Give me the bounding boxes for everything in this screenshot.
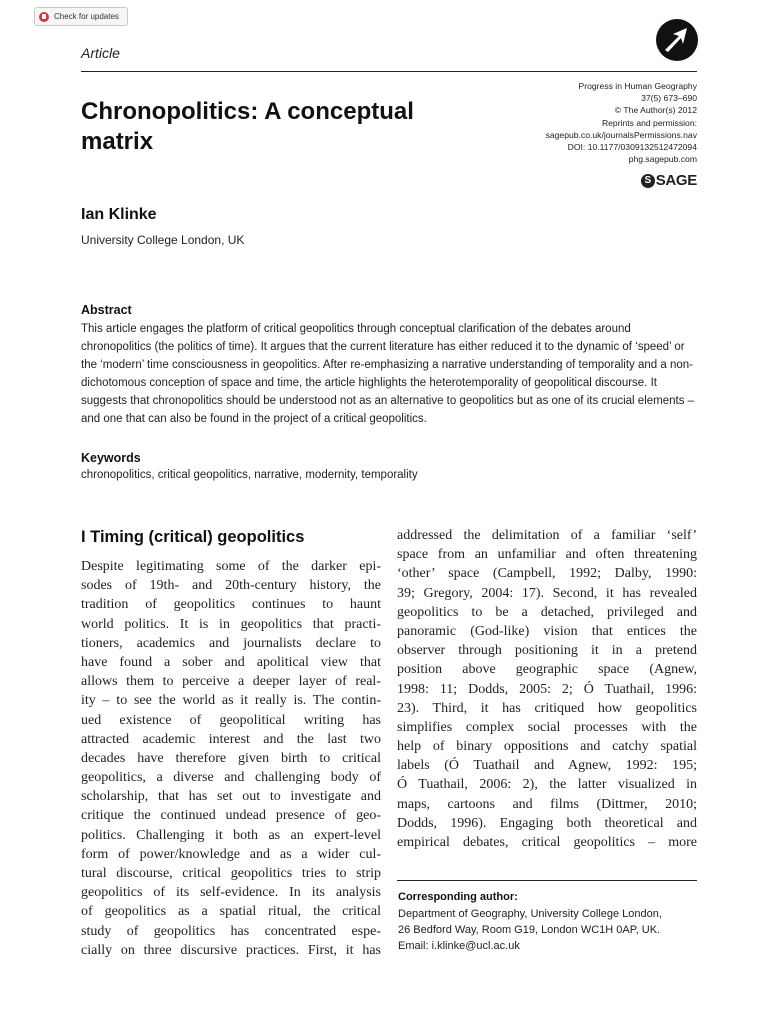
- keywords-heading: Keywords: [81, 451, 141, 465]
- body-line: form of power/knowledge and as a wider cul-: [81, 846, 381, 862]
- body-line: tioners, academics and journalists declare to: [81, 635, 381, 651]
- sage-s-icon: S: [641, 174, 655, 188]
- body-line: geopolitics, a diverse and challenging body of: [81, 770, 381, 786]
- bookmark-icon: [39, 12, 49, 22]
- body-line: ity – to see the world as it really is. The contin-: [81, 693, 381, 709]
- body-line: geopolitics to be a detached, privileged and: [397, 604, 697, 620]
- journal-copyright: © The Author(s) 2012: [614, 105, 697, 116]
- body-line: sodes of 19th- and 20th-century history, the: [81, 578, 381, 594]
- body-line: decades have therefore given birth to critical: [81, 750, 381, 766]
- body-column-left: [81, 557, 381, 960]
- body-line: cially on three discursive practices. First, it has: [81, 942, 381, 958]
- body-line: tradition of geopolitics continues to haunt: [81, 597, 381, 613]
- author-affiliation: University College London, UK: [81, 233, 245, 247]
- author-name: Ian Klinke: [81, 206, 157, 223]
- publisher-name: SAGE: [655, 172, 697, 189]
- body-line: geopolitics of its self-evidence. In its analysis: [81, 885, 381, 901]
- body-line: space from an unfamiliar and often threatening: [397, 547, 697, 563]
- body-line: help of binary oppositions and catchy spatial: [397, 739, 697, 755]
- body-line: critique the continued undead presence of geo-: [81, 808, 381, 824]
- journal-logo-icon: [655, 18, 699, 62]
- journal-info: [546, 80, 697, 165]
- journal-reprints: Reprints and permission:: [601, 117, 697, 128]
- body-line: simplifies complex social processes with the: [397, 719, 697, 735]
- journal-doi[interactable]: DOI: 10.1177/0309132512472094: [567, 142, 697, 153]
- publisher-logo: [641, 172, 697, 189]
- body-line: ued existence of geopolitical writing has: [81, 712, 381, 728]
- body-line: position above geographic space (Agnew,: [397, 662, 697, 678]
- body-line: study of geopolitics has concentrated espe-: [81, 923, 381, 939]
- journal-site-link[interactable]: phg.sagepub.com: [628, 154, 697, 165]
- body-line: have found a sober and apolitical view that: [81, 654, 381, 670]
- body-line: Despite legitimating some of the darker epi-: [81, 559, 381, 574]
- body-line: 1998: 11; Dodds, 2005: 2; Ó Tuathail, 1996:: [397, 681, 697, 697]
- body-line: tural discourse, critical geopolitics tries to strip: [81, 866, 381, 881]
- body-line: attracted academic interest and the last two: [81, 731, 381, 747]
- journal-permissions-link[interactable]: sagepub.co.uk/journalsPermissions.nav: [545, 129, 697, 140]
- section-heading: I Timing (critical) geopolitics: [81, 528, 305, 546]
- body-line: of geopolitics as a spatial ritual, the critical: [81, 904, 381, 920]
- body-line: observer through positioning it in a pretend: [397, 643, 697, 659]
- body-line: world politics. It is in geopolitics that practi-: [81, 616, 381, 632]
- abstract-text: This article engages the platform of critical geopolitics through conceptual clarification of the debates around chronopolitics (the politics of time). It argues that the current literature has either reduced it to the dynamic of ‘speed’ or the ‘modern’ time consciousness in geopolitics. After re-emphasizing a narrative understanding of temporality and a non-dichotomous conception of space and time, the article highlights the heterotemporality of geopolitical discourse. It suggests that chronopolitics should be understood not as an alternative to geopolitics but as one of its crucial elements – and one that can also be found in the project of a critical geopolitics.: [81, 323, 695, 425]
- corresponding-author-heading: Corresponding author:: [398, 891, 518, 903]
- page-title: Chronopolitics: A conceptual matrix: [81, 98, 414, 155]
- abstract-heading: Abstract: [81, 303, 132, 317]
- header-divider: [81, 71, 697, 72]
- body-line: 39; Gregory, 2004: 17). Second, it has revealed: [397, 585, 697, 601]
- body-line: Dodds, 1996). Engaging both theoretical and: [397, 815, 697, 831]
- body-line: empirical debates, critical geopolitics – more: [397, 835, 697, 850]
- corresponding-author-details: [398, 906, 703, 954]
- body-line: allows them to perceive a deeper layer of real-: [81, 674, 381, 690]
- body-line: 23). Third, it has critiqued how geopolitics: [397, 700, 697, 716]
- journal-volume: 37(5) 673–690: [641, 93, 697, 104]
- body-line: maps, cartoons and films (Dittmer, 2010;: [397, 796, 697, 812]
- body-line: politics. Challenging it both as an expert-level: [81, 827, 381, 843]
- body-column-right: [397, 526, 697, 852]
- body-line: scholarship, that has set out to investigate and: [81, 789, 381, 805]
- corresponding-address-line: 26 Bedford Way, Room G19, London WC1H 0AP, UK.: [398, 924, 661, 936]
- footnote-divider: [397, 880, 697, 881]
- keywords-text: chronopolitics, critical geopolitics, narrative, modernity, temporality: [81, 469, 418, 481]
- body-line: Ó Tuathail, 2006: 2), the latter visualized in: [397, 777, 697, 793]
- body-line: panoramic (God-like) vision that entices the: [397, 623, 697, 639]
- corresponding-address-line: Department of Geography, University College London,: [398, 908, 662, 920]
- check-for-updates-label: Check for updates: [54, 12, 119, 21]
- body-line: ‘other’ space (Campbell, 1992; Dalby, 1990:: [397, 566, 697, 582]
- check-for-updates-button[interactable]: [34, 7, 128, 26]
- corresponding-email[interactable]: Email: i.klinke@ucl.ac.uk: [398, 940, 520, 952]
- article-type-label: Article: [81, 45, 120, 61]
- journal-name: Progress in Human Geography: [578, 81, 697, 91]
- body-line: labels (Ó Tuathail and Agnew, 1992: 195;: [397, 758, 697, 774]
- body-line: addressed the delimitation of a familiar ‘self’: [397, 528, 697, 543]
